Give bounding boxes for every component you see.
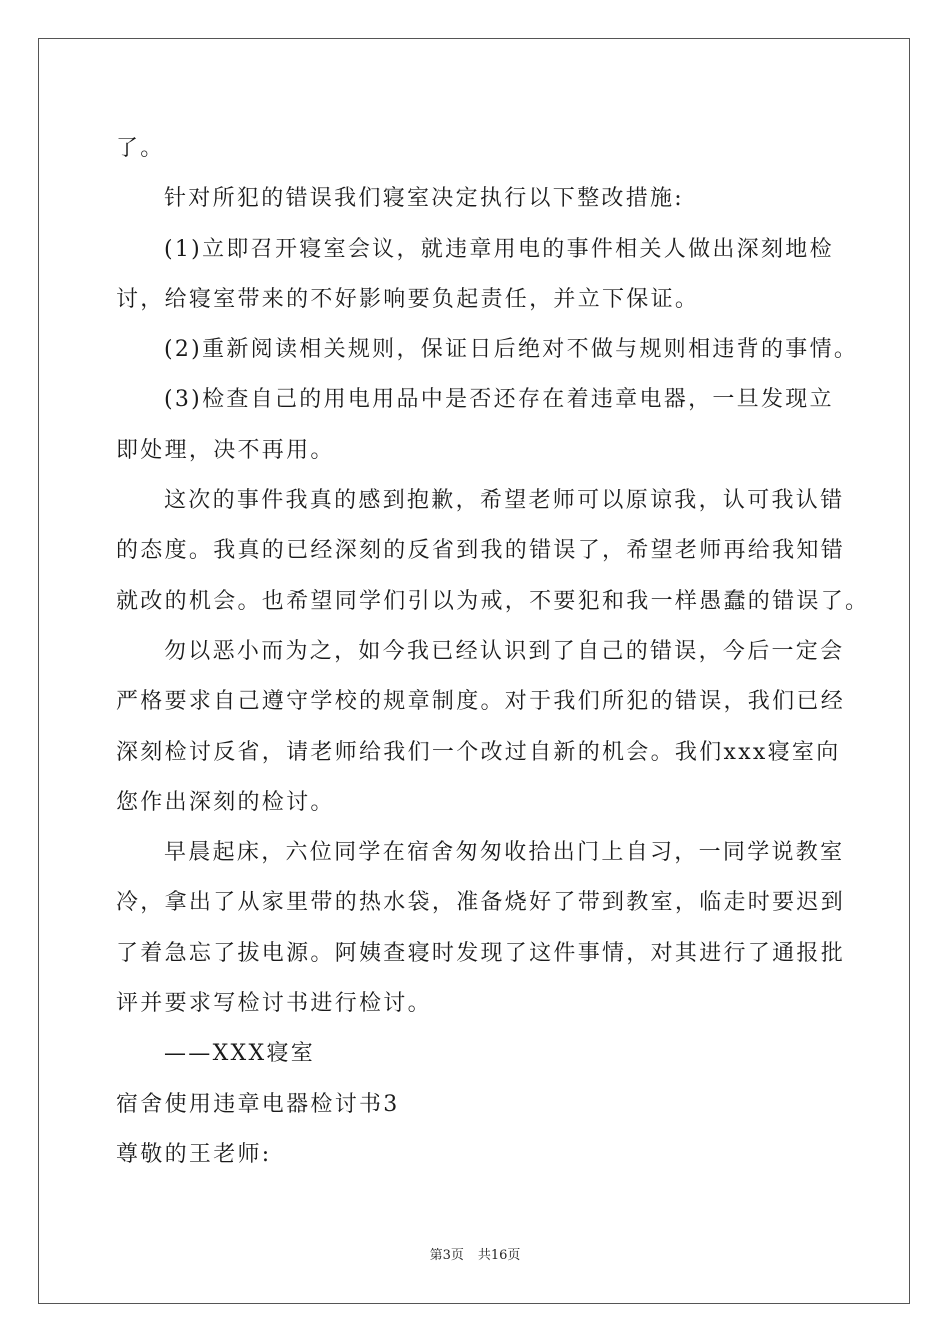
text-line: 针对所犯的错误我们寝室决定执行以下整改措施: xyxy=(164,186,685,212)
text-line: (1)立即召开寝室会议，就违章用电的事件相关人做出深刻地检 xyxy=(164,236,834,262)
page-footer xyxy=(0,1244,950,1263)
text-line: 就改的机会。也希望同学们引以为戒，不要犯和我一样愚蠢的错误了。 xyxy=(116,588,870,614)
text-line: 早晨起床，六位同学在宿舍匆匆收拾出门上自习，一同学说教室 xyxy=(164,840,845,866)
text-line: 这次的事件我真的感到抱歉，希望老师可以原谅我，认可我认错 xyxy=(164,488,845,514)
text-line: 冷，拿出了从家里带的热水袋，准备烧好了带到教室，临走时要迟到 xyxy=(116,890,846,916)
text-line: 勿以恶小而为之，如今我已经认识到了自己的错误，今后一定会 xyxy=(164,638,845,664)
text-line: 严格要求自己遵守学校的规章制度。对于我们所犯的错误，我们已经 xyxy=(116,689,846,715)
text-line: 了。 xyxy=(116,136,165,161)
text-line: 您作出深刻的检讨。 xyxy=(116,789,335,815)
section-title: 宿舍使用违章电器检讨书3 xyxy=(116,1091,400,1117)
text-line: 深刻检讨反省，请老师给我们一个改过自新的机会。我们xxx寝室向 xyxy=(116,739,841,765)
signature-line: ——XXX寝室 xyxy=(164,1041,316,1067)
text-line: (3)检查自己的用电用品中是否还存在着违章电器，一旦发现立 xyxy=(164,387,834,413)
text-line: 即处理，决不再用。 xyxy=(116,437,335,463)
text-line: 评并要求写检讨书进行检讨。 xyxy=(116,991,432,1017)
page-number: 第3页 xyxy=(429,1248,464,1263)
text-line: 讨，给寝室带来的不好影响要负起责任，并立下保证。 xyxy=(116,286,700,312)
document-body xyxy=(116,124,870,1180)
text-line: 的态度。我真的已经深刻的反省到我的错误了，希望老师再给我知错 xyxy=(116,538,846,564)
text-line: 了着急忘了拔电源。阿姨查寝时发现了这件事情，对其进行了通报批 xyxy=(116,940,846,966)
salutation: 尊敬的王老师: xyxy=(116,1141,272,1167)
page-total: 共16页 xyxy=(477,1248,521,1263)
text-line: (2)重新阅读相关规则，保证日后绝对不做与规则相违背的事情。 xyxy=(164,337,859,363)
